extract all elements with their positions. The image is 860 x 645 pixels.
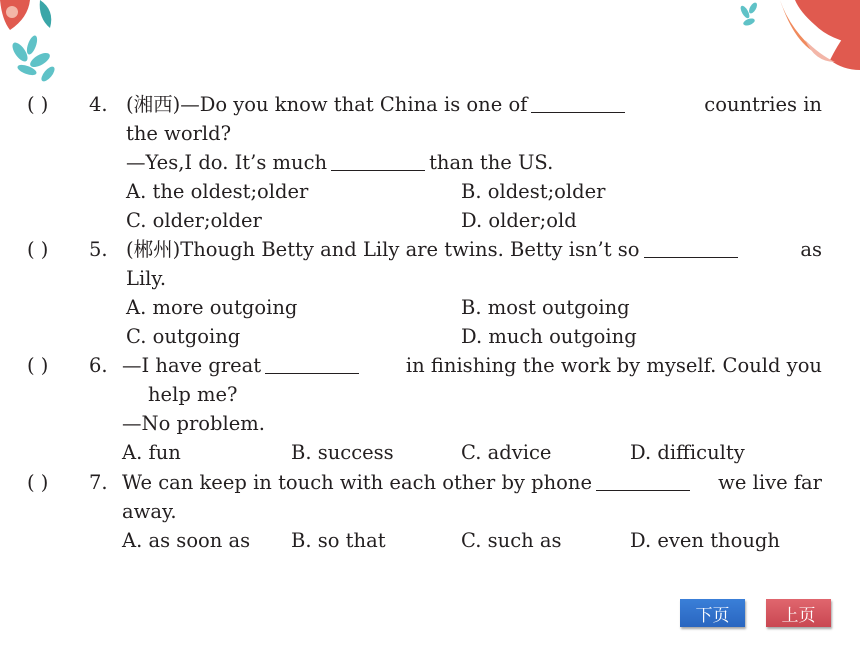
question-text: (湘西)—Do you know that China is one of countries in: [126, 93, 822, 116]
option-d: D. much outgoing: [461, 325, 637, 348]
previous-page-button[interactable]: 上页: [766, 599, 831, 627]
answer-blank: [331, 152, 425, 171]
option-a: A. more outgoing: [126, 296, 298, 319]
question-text: help me?: [148, 383, 238, 406]
question-number: 4.: [89, 93, 108, 116]
option-d: D. difficulty: [630, 441, 745, 464]
option-b: B. so that: [291, 529, 386, 552]
option-b: B. success: [291, 441, 394, 464]
question-number: 7.: [89, 471, 108, 494]
question-text: —No problem.: [122, 412, 265, 435]
answer-blank: [644, 239, 738, 258]
option-c: C. advice: [461, 441, 552, 464]
answer-blank: [596, 472, 690, 491]
question-text: away.: [122, 500, 177, 523]
question-text: —Yes,I do. It’s much than the US.: [126, 151, 554, 174]
answer-bracket[interactable]: ( ): [27, 471, 49, 494]
answer-bracket[interactable]: ( ): [27, 238, 49, 261]
option-c: C. outgoing: [126, 325, 241, 348]
next-page-button[interactable]: 下页: [680, 599, 745, 627]
leaf-decoration-icon: [735, 0, 860, 70]
option-a: A. fun: [122, 441, 181, 464]
question-text: the world?: [126, 122, 232, 145]
question-text: (郴州)Though Betty and Lily are twins. Betty isn’t so as: [126, 238, 822, 261]
option-b: B. oldest;older: [461, 180, 606, 203]
option-a: A. as soon as: [122, 529, 251, 552]
answer-blank: [531, 94, 625, 113]
question-text: We can keep in touch with each other by phone we live far: [122, 471, 822, 494]
leaf-decoration-icon: [0, 0, 80, 95]
question-number: 5.: [89, 238, 108, 261]
option-d: D. even though: [630, 529, 780, 552]
option-c: C. older;older: [126, 209, 262, 232]
option-b: B. most outgoing: [461, 296, 630, 319]
answer-bracket[interactable]: ( ): [27, 93, 49, 116]
option-d: D. older;old: [461, 209, 577, 232]
option-a: A. the oldest;older: [126, 180, 309, 203]
question-text: Lily.: [126, 267, 167, 290]
answer-bracket[interactable]: ( ): [27, 354, 49, 377]
option-c: C. such as: [461, 529, 562, 552]
question-text: —I have great in finishing the work by myself. Could you: [122, 354, 822, 377]
question-number: 6.: [89, 354, 108, 377]
answer-blank: [265, 355, 359, 374]
